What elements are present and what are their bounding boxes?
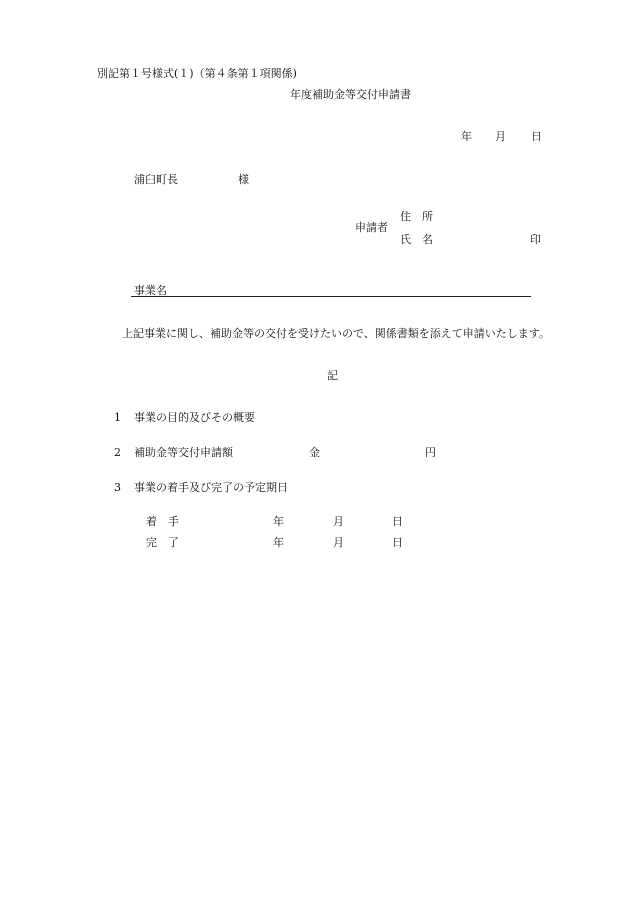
schedule-year: 年 (273, 536, 284, 549)
body-text: 上記事業に関し、補助金等の交付を受けたいので、関係書類を添えて申請いたします。 (122, 327, 550, 340)
amount-currency: 金 (309, 446, 320, 459)
schedule-month: 月 (333, 515, 344, 528)
item-number: 3 (114, 481, 121, 494)
schedule-label: 着 手 (146, 515, 179, 528)
item-number: 1 (114, 411, 121, 424)
schedule-day: 日 (392, 536, 403, 549)
item-label: 事業の着手及び完了の予定期日 (134, 481, 288, 494)
addressee-name: 浦臼町長 (134, 173, 178, 186)
item-label: 事業の目的及びその概要 (134, 411, 255, 424)
applicant-address-label: 住 所 (400, 210, 433, 223)
date-year: 年 (461, 130, 472, 143)
seal-mark: 印 (530, 233, 541, 246)
schedule-month: 月 (333, 536, 344, 549)
date-month: 月 (495, 130, 506, 143)
schedule-year: 年 (273, 515, 284, 528)
amount-unit: 円 (425, 446, 436, 459)
applicant-label: 申請者 (355, 221, 388, 234)
project-name-label: 事業名 (134, 284, 167, 297)
form-number: 別記第１号様式(１)（第４条第１項関係) (97, 67, 297, 80)
item-number: 2 (114, 446, 121, 459)
schedule-day: 日 (392, 515, 403, 528)
date-day: 日 (531, 130, 542, 143)
project-name-underline (131, 296, 531, 297)
ki-heading: 記 (327, 369, 338, 382)
document-title: 年度補助金等交付申請書 (290, 88, 411, 101)
applicant-name-label: 氏 名 (400, 233, 433, 246)
addressee-honorific: 様 (238, 173, 249, 186)
schedule-label: 完 了 (146, 536, 179, 549)
item-label: 補助金等交付申請額 (134, 446, 233, 459)
